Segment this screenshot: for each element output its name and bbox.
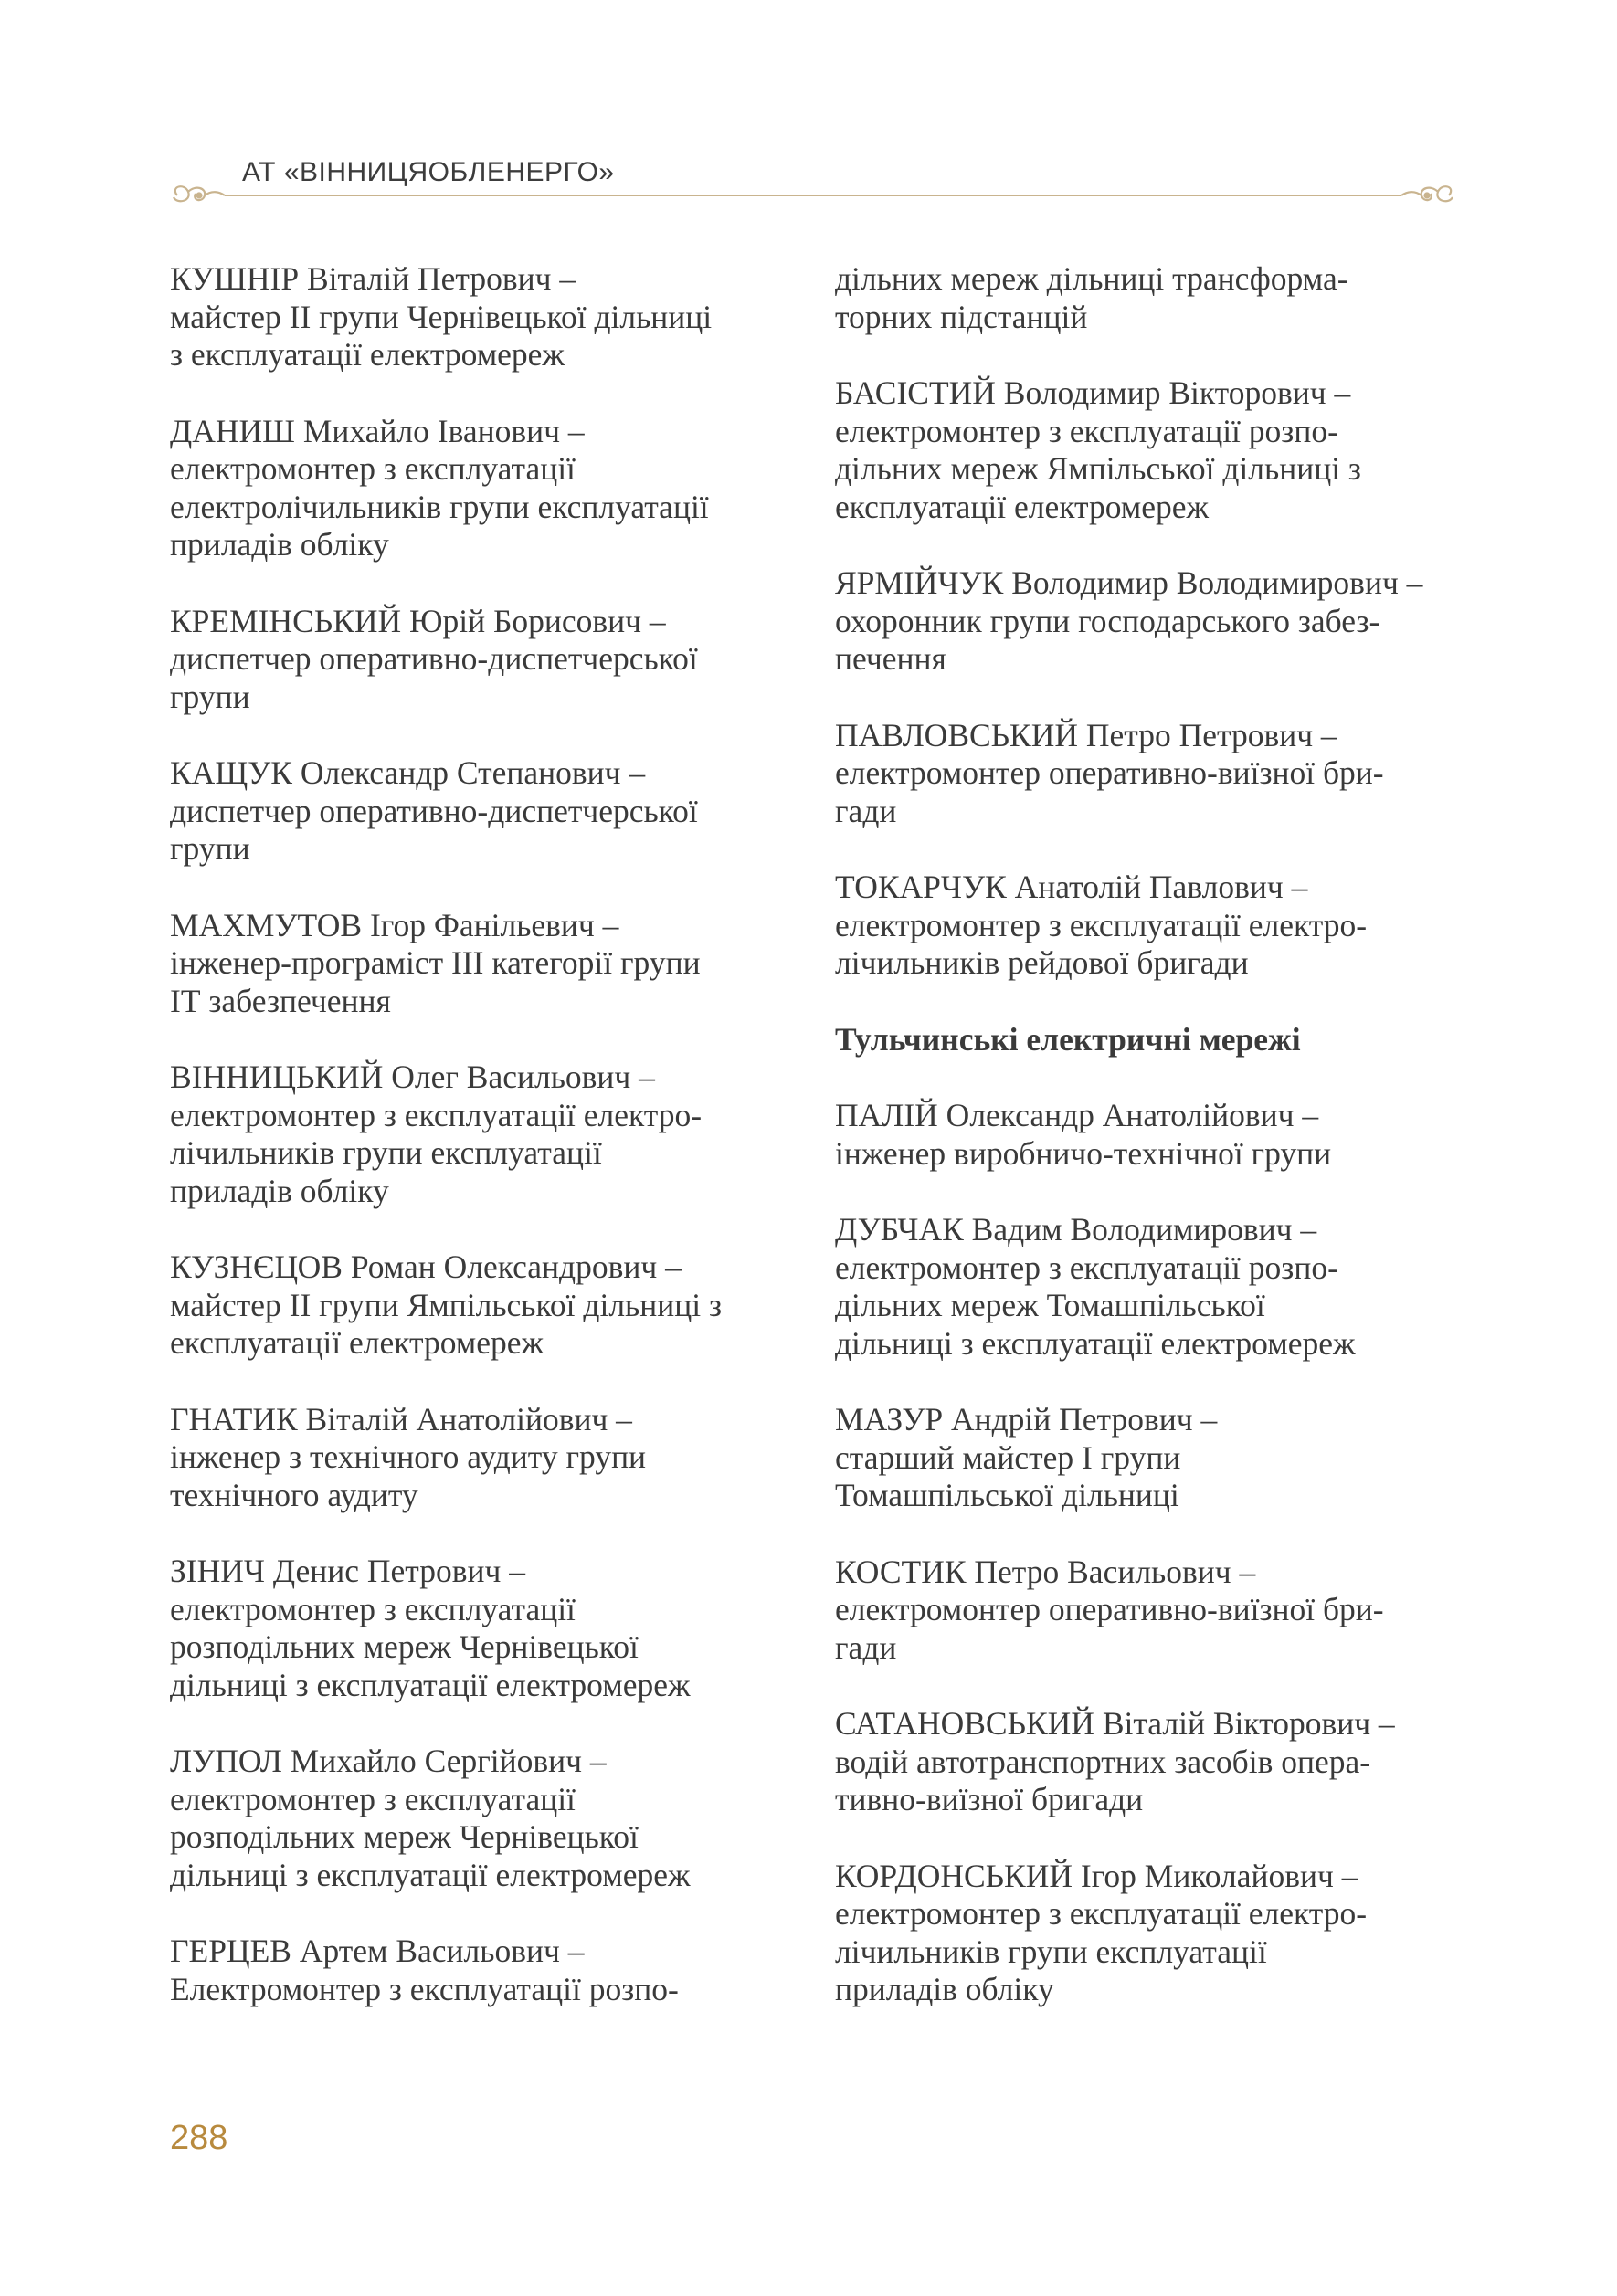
position-line: технічного аудиту bbox=[170, 1476, 418, 1513]
position-line: гади bbox=[835, 1628, 897, 1666]
staff-entry bbox=[170, 1401, 809, 1515]
person-name-line: БАСІСТИЙ Володимир Вікторович – bbox=[835, 374, 1351, 411]
person-name-line: САТАНОВСЬКИЙ Віталій Вікторович – bbox=[835, 1705, 1395, 1742]
position-line: електромонтер з експлуатації електро- bbox=[835, 1895, 1368, 1932]
position-line: приладів обліку bbox=[170, 526, 389, 563]
person-name-line: МАХМУТОВ Ігор Фанільевич – bbox=[170, 906, 619, 943]
staff-entry bbox=[835, 1858, 1474, 2009]
position-line: електромонтер оперативно-виїзної бри- bbox=[835, 754, 1384, 791]
person-name-line: ПАВЛОВСЬКИЙ Петро Петрович – bbox=[835, 716, 1337, 753]
person-name-line: ГНАТИК Віталій Анатолійович – bbox=[170, 1400, 632, 1438]
person-name-line: ДАНИШ Михайло Іванович – bbox=[170, 412, 585, 449]
header-title: АТ «ВІННИЦЯОБЛЕНЕРГО» bbox=[242, 157, 615, 187]
right-column bbox=[835, 260, 1474, 2048]
person-name-line: КОСТИК Петро Васильович – bbox=[835, 1553, 1256, 1590]
position-line: експлуатації електромереж bbox=[170, 1324, 544, 1361]
position-line: майстер ІІ групи Чернівецької дільниці bbox=[170, 298, 713, 335]
staff-entry bbox=[170, 754, 809, 869]
entries-after-section bbox=[835, 1097, 1474, 2009]
person-name-line: ЗІНИЧ Денис Петрович – bbox=[170, 1553, 525, 1589]
person-name-line: КУЗНЄЦОВ Роман Олександрович – bbox=[170, 1248, 682, 1285]
position-line: електромонтер з експлуатації розпо- bbox=[835, 412, 1338, 449]
position-line: приладів обліку bbox=[835, 1971, 1054, 2007]
staff-entry bbox=[170, 413, 809, 564]
staff-entry bbox=[170, 603, 809, 717]
left-flourish-icon bbox=[174, 186, 225, 201]
person-name-line: ДУБЧАК Вадим Володимирович – bbox=[835, 1211, 1317, 1248]
position-line: диспетчер оперативно-диспетчерської bbox=[170, 792, 698, 829]
left-column bbox=[170, 260, 809, 2047]
person-name-line: КАЩУК Олександр Степанович – bbox=[170, 754, 646, 791]
staff-entry bbox=[835, 869, 1474, 983]
position-line: розподільних мереж Чернівецької bbox=[170, 1818, 639, 1855]
position-line: дільних мереж Томашпільської bbox=[835, 1287, 1265, 1323]
position-line: охоронник групи господарського забез- bbox=[835, 602, 1380, 639]
staff-entry bbox=[835, 717, 1474, 831]
position-line: електромонтер з експлуатації bbox=[170, 1590, 576, 1627]
staff-entry bbox=[835, 1553, 1474, 1668]
staff-entry bbox=[170, 1743, 809, 1894]
position-line: дільних мереж Ямпільської дільниці з bbox=[835, 450, 1361, 487]
staff-entry bbox=[835, 1097, 1474, 1173]
person-name-line: МАЗУР Андрій Петрович – bbox=[835, 1401, 1218, 1438]
position-line: приладів обліку bbox=[170, 1172, 389, 1209]
staff-entry bbox=[835, 564, 1474, 679]
staff-entry bbox=[170, 1248, 809, 1363]
person-name-line: ЛУПОЛ Михайло Сергійович – bbox=[170, 1743, 607, 1779]
position-line: дільниці з експлуатації електромереж bbox=[835, 1324, 1356, 1362]
position-line: дільниці з експлуатації електромереж bbox=[170, 1666, 691, 1703]
staff-entry bbox=[170, 260, 809, 374]
position-line: електромонтер з експлуатації bbox=[170, 1780, 576, 1817]
position-line: електромонтер оперативно-виїзної бри- bbox=[835, 1591, 1384, 1627]
position-line: старший майстер І групи bbox=[835, 1438, 1181, 1476]
position-line: групи bbox=[170, 830, 250, 867]
header-ornament-rule bbox=[164, 183, 1462, 208]
position-line: інженер з технічного аудиту групи bbox=[170, 1438, 647, 1475]
staff-entry bbox=[835, 1401, 1474, 1515]
person-name-line: ТОКАРЧУК Анатолій Павлович – bbox=[835, 869, 1308, 905]
staff-entry bbox=[170, 1058, 809, 1210]
position-line: ІТ забезпечення bbox=[170, 982, 391, 1019]
position-line: групи bbox=[170, 678, 250, 715]
entries-before-section bbox=[835, 374, 1474, 983]
staff-entry bbox=[835, 1211, 1474, 1363]
person-name-line: ГЕРЦЕВ Артем Васильович – bbox=[170, 1933, 585, 1969]
section-heading: Тульчинські електричні мережі bbox=[835, 1020, 1301, 1058]
position-line: лічильників рейдової бригади bbox=[835, 944, 1249, 981]
position-line: електромонтер з експлуатації bbox=[170, 450, 576, 487]
staff-entry bbox=[170, 1933, 809, 2008]
person-name-line: КОРДОНСЬКИЙ Ігор Миколайович – bbox=[835, 1857, 1358, 1894]
position-line: гади bbox=[835, 792, 897, 829]
position-line: диспетчер оперативно-диспетчерської bbox=[170, 640, 698, 677]
position-line: печення bbox=[835, 640, 946, 677]
staff-entry bbox=[835, 374, 1474, 526]
position-line: лічильників групи експлуатації bbox=[835, 1933, 1267, 1970]
position-line: лічильників групи експлуатації bbox=[170, 1134, 602, 1171]
page-number: 288 bbox=[170, 2119, 228, 2157]
staff-entry bbox=[835, 1705, 1474, 1819]
person-name-line: ВІННИЦЬКИЙ Олег Васильович – bbox=[170, 1058, 655, 1095]
position-line: майстер ІІ групи Ямпільської дільниці з bbox=[170, 1286, 722, 1323]
staff-entry bbox=[170, 907, 809, 1021]
position-line: інженер виробничо-технічної групи bbox=[835, 1134, 1332, 1172]
person-name-line: ПАЛІЙ Олександр Анатолійович – bbox=[835, 1097, 1319, 1133]
position-line: розподільних мереж Чернівецької bbox=[170, 1628, 639, 1665]
person-name-line: КРЕМІНСЬКИЙ Юрій Борисович – bbox=[170, 602, 666, 639]
position-line: Електромонтер з експлуатації розпо- bbox=[170, 1970, 679, 2007]
position-line: електролічильників групи експлуатації bbox=[170, 488, 709, 525]
position-line: торних підстанцій bbox=[835, 298, 1088, 335]
position-line: водій автотранспортних засобів опера- bbox=[835, 1743, 1371, 1780]
person-name-line: КУШНІР Віталій Петрович – bbox=[170, 260, 576, 297]
position-line: електромонтер з експлуатації розпо- bbox=[835, 1248, 1338, 1286]
person-name-line: дільних мереж дільниці трансформа- bbox=[835, 260, 1348, 297]
position-line: електромонтер з експлуатації електро- bbox=[170, 1096, 703, 1133]
person-name-line: ЯРМІЙЧУК Володимир Володимирович – bbox=[835, 564, 1423, 601]
position-line: дільниці з експлуатації електромереж bbox=[170, 1856, 691, 1893]
position-line: експлуатації електромереж bbox=[835, 488, 1210, 525]
right-flourish-icon bbox=[1401, 186, 1453, 201]
position-line: електромонтер з експлуатації електро- bbox=[835, 906, 1368, 943]
position-line: з експлуатації електромереж bbox=[170, 336, 565, 373]
continuation-entry bbox=[835, 260, 1474, 336]
position-line: Томашпільської дільниці bbox=[835, 1477, 1179, 1513]
staff-entry bbox=[170, 1553, 809, 1704]
position-line: інженер-програміст ІІІ категорії групи bbox=[170, 944, 701, 981]
position-line: тивно-виїзної бригади bbox=[835, 1781, 1144, 1817]
